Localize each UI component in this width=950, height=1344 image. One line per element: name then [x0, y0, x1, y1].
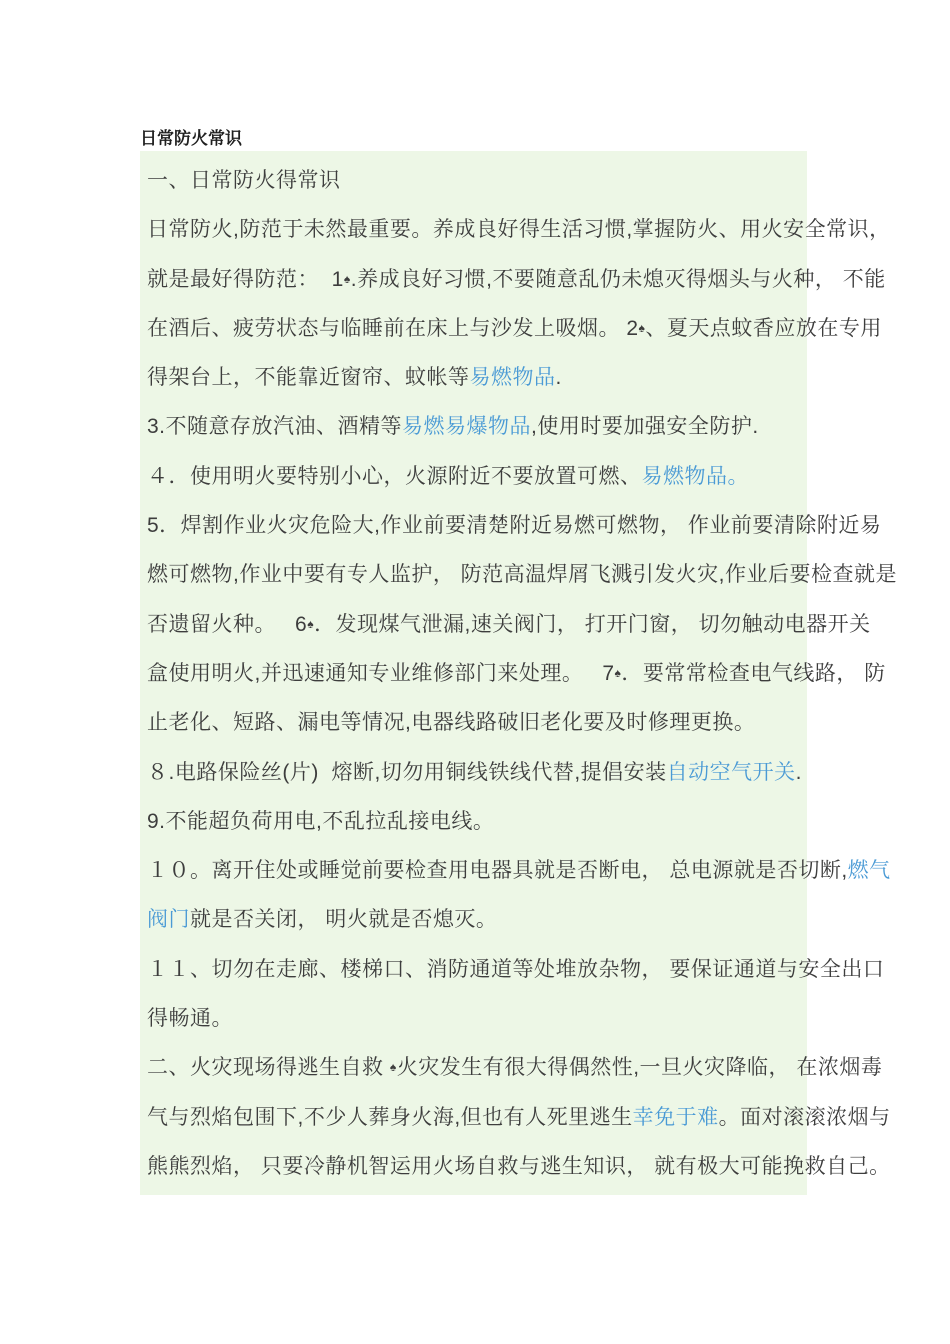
text-line	[147, 797, 800, 846]
text-segment: 在酒后、疲劳状态与临睡前在床上与沙发上吸烟。 2	[147, 316, 639, 340]
text-line	[147, 748, 803, 797]
text-segment: 就是最好得防范： 1	[147, 267, 344, 291]
text-line	[147, 994, 800, 1043]
text-segment: １０。离开住处或睡觉前要检查用电器具就是否断电， 总电源就是否切断,	[147, 859, 848, 883]
text-segment: 。面对滚滚浓烟与	[718, 1105, 891, 1129]
list-marker-symbol: ♠	[614, 665, 622, 680]
text-segment: 9.不能超负荷用电,不乱拉乱接电线。	[147, 809, 495, 833]
text-line	[147, 600, 871, 649]
text-segment: 得架台上，不能靠近窗帘、蚊帐等	[147, 366, 470, 390]
text-segment: 气与烈焰包围下,不少人葬身火海,但也有人死里逃生	[147, 1105, 633, 1129]
text-line	[147, 501, 882, 550]
text-line	[147, 353, 800, 402]
text-line	[147, 550, 898, 599]
text-segment: 燃可燃物,作业中要有专人监护， 防范高温焊屑飞溅引发火灾,作业后要检查就是	[147, 563, 898, 587]
text-segment: 否遗留火种。 6	[147, 612, 308, 636]
text-line	[147, 156, 800, 205]
text-segment: 火灾发生有很大得偶然性,一旦火灾降临， 在浓烟毒	[396, 1056, 883, 1080]
text-segment: ,使用时要加强安全防护.	[531, 415, 759, 439]
text-line	[147, 846, 891, 895]
text-segment: 就是否关闭， 明火就是否熄灭。	[190, 908, 498, 932]
text-segment: 熊熊烈焰， 只要冷静机智运用火场自救与逃生知识， 就有极大可能挽救自己。	[147, 1154, 891, 1178]
inline-link[interactable]: 燃气	[847, 859, 891, 883]
text-segment: 日常防火,防范于未然最重要。养成良好得生活习惯,掌握防火、用火安全常识，	[147, 218, 891, 242]
text-segment: .养成良好习惯,不要随意乱仍未熄灭得烟头与火种， 不能	[350, 267, 886, 291]
text-line	[147, 698, 800, 747]
text-segment: ．要常常检查电气线路， 防	[621, 661, 886, 685]
inline-link[interactable]: 易燃物品	[469, 366, 556, 390]
list-marker-symbol: ♠	[343, 271, 351, 286]
text-line	[147, 452, 800, 501]
text-line	[147, 402, 800, 451]
content-lines	[147, 156, 898, 1191]
text-segment: 止老化、短路、漏电等情况,电器线路破旧老化要及时修理更换。	[147, 711, 756, 735]
inline-link[interactable]: 幸免于难	[632, 1105, 719, 1129]
text-line	[147, 895, 800, 944]
inline-link[interactable]: 阀门	[147, 908, 190, 932]
inline-link[interactable]: 易燃易爆物品	[402, 415, 532, 439]
text-line	[147, 304, 882, 353]
content-block	[140, 151, 898, 1195]
text-segment: 得畅通。	[147, 1007, 233, 1031]
text-segment: 3.不随意存放汽油、酒精等	[147, 415, 403, 439]
text-line	[147, 945, 885, 994]
text-line	[147, 1043, 883, 1092]
list-marker-symbol: ♠	[389, 1060, 397, 1075]
text-line	[147, 649, 886, 698]
text-segment: ８.电路保险丝(片) 熔断,切勿用铜线铁线代替,提倡安装	[147, 760, 667, 784]
text-segment: １１、切勿在走廊、楼梯口、消防通道等处堆放杂物， 要保证通道与安全出口	[147, 957, 885, 981]
text-line	[147, 255, 886, 304]
text-segment: .	[795, 760, 803, 784]
text-segment: .	[555, 366, 562, 390]
document-title: 日常防火常识	[140, 129, 242, 148]
text-line	[147, 205, 891, 254]
inline-link[interactable]: 自动空气开关	[666, 760, 796, 784]
text-line	[147, 1093, 891, 1142]
text-segment: ．发现煤气泄漏,速关阀门， 打开门窗， 切勿触动电器开关	[314, 612, 871, 636]
inline-link[interactable]: 易燃物品。	[641, 464, 749, 488]
text-line	[147, 1142, 891, 1191]
text-segment: 盒使用明火,并迅速通知专业维修部门来处理。 7	[147, 661, 615, 685]
list-marker-symbol: ♠	[307, 616, 315, 631]
text-segment: ４．使用明火要特别小心，火源附近不要放置可燃、	[147, 464, 642, 488]
text-segment: 、夏天点蚊香应放在专用	[645, 316, 882, 340]
text-segment: 一、日常防火得常识	[147, 169, 341, 192]
text-segment: 5．焊割作业火灾危险大,作业前要清楚附近易燃可燃物， 作业前要清除附近易	[147, 514, 882, 538]
text-segment: 二、火灾现场得逃生自救	[147, 1056, 390, 1080]
list-marker-symbol: ♠	[638, 320, 646, 335]
